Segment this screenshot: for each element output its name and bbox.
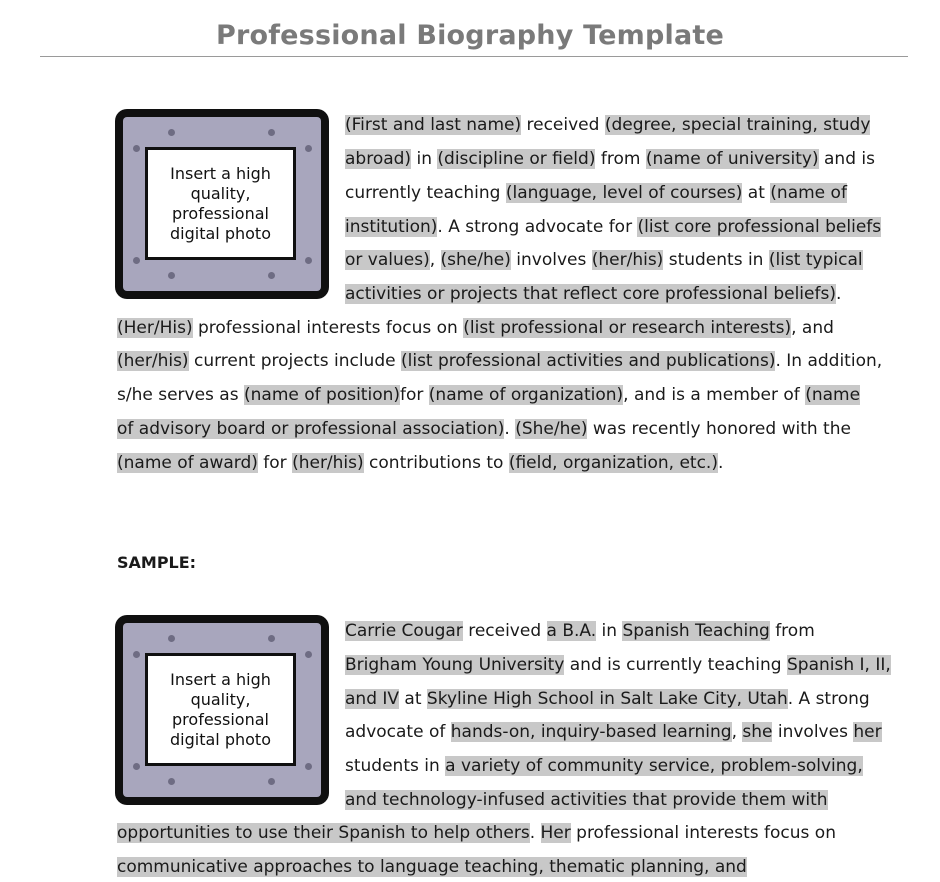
placeholder-highlight: (her/his): [591, 250, 664, 270]
placeholder-highlight: communicative approaches to language teaching, thematic planning, and: [117, 857, 747, 877]
frame-rivet: [268, 635, 275, 642]
body-text: .: [717, 453, 724, 473]
body-text: . A strong: [787, 689, 870, 709]
body-text: from: [595, 149, 646, 169]
template-line: [345, 247, 863, 273]
frame-rivet: [133, 257, 140, 264]
placeholder-highlight: or values): [345, 250, 430, 270]
placeholder-highlight: (name of award): [117, 453, 258, 473]
placeholder-highlight: opportunities to use their Spanish to help others: [117, 823, 530, 843]
body-text: professional interests focus on: [570, 823, 836, 843]
placeholder-highlight: Spanish I, II,: [787, 655, 891, 675]
template-line: [117, 382, 860, 408]
frame-rivet: [168, 272, 175, 279]
placeholder-highlight: (name of university): [645, 149, 819, 169]
body-text: at: [399, 689, 427, 709]
body-text: received: [462, 621, 547, 641]
photo-placeholder-text: Insert a high quality, professional digital photo: [170, 669, 271, 749]
placeholder-highlight: (First and last name): [345, 115, 522, 135]
placeholder-highlight: of advisory board or professional association): [117, 419, 505, 439]
template-line: [117, 416, 851, 442]
sample-line: [345, 618, 815, 644]
placeholder-highlight: (list typical: [768, 250, 863, 270]
body-text: and is currently teaching: [564, 655, 788, 675]
placeholder-highlight: a B.A.: [546, 621, 597, 641]
frame-rivet: [305, 651, 312, 658]
placeholder-highlight: institution): [345, 217, 438, 237]
placeholder-highlight: (she/he): [440, 250, 511, 270]
frame-rivet: [168, 129, 175, 136]
placeholder-highlight: (name: [805, 385, 861, 405]
placeholder-highlight: (discipline or field): [437, 149, 596, 169]
body-text: .: [835, 284, 842, 304]
body-text: in: [596, 621, 623, 641]
frame-rivet: [305, 257, 312, 264]
sample-line: [117, 820, 836, 846]
body-text: .: [529, 823, 541, 843]
sample-line: [345, 719, 882, 745]
body-text: involves: [510, 250, 592, 270]
placeholder-highlight: (list professional activities and publications): [400, 351, 776, 371]
sample-photo-frame: [115, 615, 329, 805]
placeholder-highlight: abroad): [345, 149, 412, 169]
body-text: .: [504, 419, 516, 439]
placeholder-highlight: and IV: [345, 689, 400, 709]
body-text: ,: [731, 722, 743, 742]
body-text: . In addition,: [775, 351, 883, 371]
photo-placeholder: [145, 147, 296, 260]
body-text: ,: [429, 250, 441, 270]
body-text: and is: [818, 149, 875, 169]
placeholder-highlight: (her/his): [292, 453, 364, 473]
body-text: from: [769, 621, 815, 641]
frame-rivet: [133, 763, 140, 770]
template-line: [345, 180, 847, 206]
placeholder-highlight: she: [742, 722, 773, 742]
template-line: [117, 348, 882, 374]
body-text: , and: [791, 318, 834, 338]
placeholder-highlight: Brigham Young University: [345, 655, 565, 675]
template-line: [117, 315, 834, 341]
frame-rivet: [168, 778, 175, 785]
body-text: students in: [663, 250, 769, 270]
placeholder-highlight: (language, level of courses): [505, 183, 743, 203]
sample-line: [345, 753, 863, 779]
frame-rivet: [133, 651, 140, 658]
sample-photo-placeholder: [145, 653, 296, 766]
sample-heading: SAMPLE:: [117, 553, 197, 572]
placeholder-highlight: (her/his): [117, 351, 189, 371]
placeholder-highlight: and technology-infused activities that provide them with: [345, 790, 828, 810]
frame-rivet: [133, 145, 140, 152]
placeholder-highlight: (name of organization): [428, 385, 624, 405]
frame-rivet: [168, 635, 175, 642]
body-text: , and is a member of: [623, 385, 806, 405]
body-text: contributions to: [363, 453, 509, 473]
body-text: at: [742, 183, 771, 203]
frame-rivet: [268, 778, 275, 785]
body-text: for: [400, 385, 429, 405]
template-line: [345, 112, 870, 138]
placeholder-highlight: (name of: [770, 183, 847, 203]
body-text: students in: [345, 756, 446, 776]
placeholder-highlight: (list professional or research interests): [463, 318, 792, 338]
body-text: currently teaching: [345, 183, 506, 203]
body-text: professional interests focus on: [192, 318, 464, 338]
sample-line: [345, 686, 870, 712]
placeholder-highlight: hands-on, inquiry-based learning: [450, 722, 732, 742]
placeholder-highlight: (field, organization, etc.): [508, 453, 718, 473]
title-divider: [40, 56, 908, 57]
sample-line: [345, 652, 891, 678]
sample-line: [117, 854, 747, 880]
page-title: Professional Biography Template: [215, 20, 725, 51]
body-text: involves: [772, 722, 854, 742]
placeholder-highlight: (She/he): [515, 419, 588, 439]
body-text: current projects include: [188, 351, 401, 371]
sample-line: [345, 787, 828, 813]
template-line: [117, 450, 723, 476]
body-text: for: [257, 453, 293, 473]
placeholder-highlight: Skyline High School in Salt Lake City, Utah: [426, 689, 788, 709]
placeholder-highlight: her: [853, 722, 882, 742]
photo-placeholder-text: Insert a high quality, professional digital photo: [170, 163, 271, 243]
placeholder-highlight: (list core professional beliefs: [637, 217, 882, 237]
placeholder-highlight: (name of position): [244, 385, 401, 405]
placeholder-highlight: Spanish Teaching: [622, 621, 770, 641]
template-line: [345, 146, 875, 172]
placeholder-highlight: Carrie Cougar: [345, 621, 463, 641]
placeholder-highlight: Her: [540, 823, 571, 843]
template-line: [345, 281, 841, 307]
body-text: was recently honored with the: [587, 419, 851, 439]
frame-rivet: [268, 129, 275, 136]
frame-rivet: [268, 272, 275, 279]
body-text: advocate of: [345, 722, 451, 742]
body-text: received: [521, 115, 605, 135]
photo-frame: [115, 109, 329, 299]
body-text: . A strong advocate for: [437, 217, 638, 237]
template-line: [345, 214, 881, 240]
body-text: in: [411, 149, 438, 169]
placeholder-highlight: (Her/His): [117, 318, 193, 338]
placeholder-highlight: a variety of community service, problem-solving,: [445, 756, 863, 776]
placeholder-highlight: (degree, special training, study: [604, 115, 871, 135]
placeholder-highlight: activities or projects that reflect core professional beliefs): [345, 284, 836, 304]
frame-rivet: [305, 145, 312, 152]
body-text: s/he serves as: [117, 385, 244, 405]
frame-rivet: [305, 763, 312, 770]
